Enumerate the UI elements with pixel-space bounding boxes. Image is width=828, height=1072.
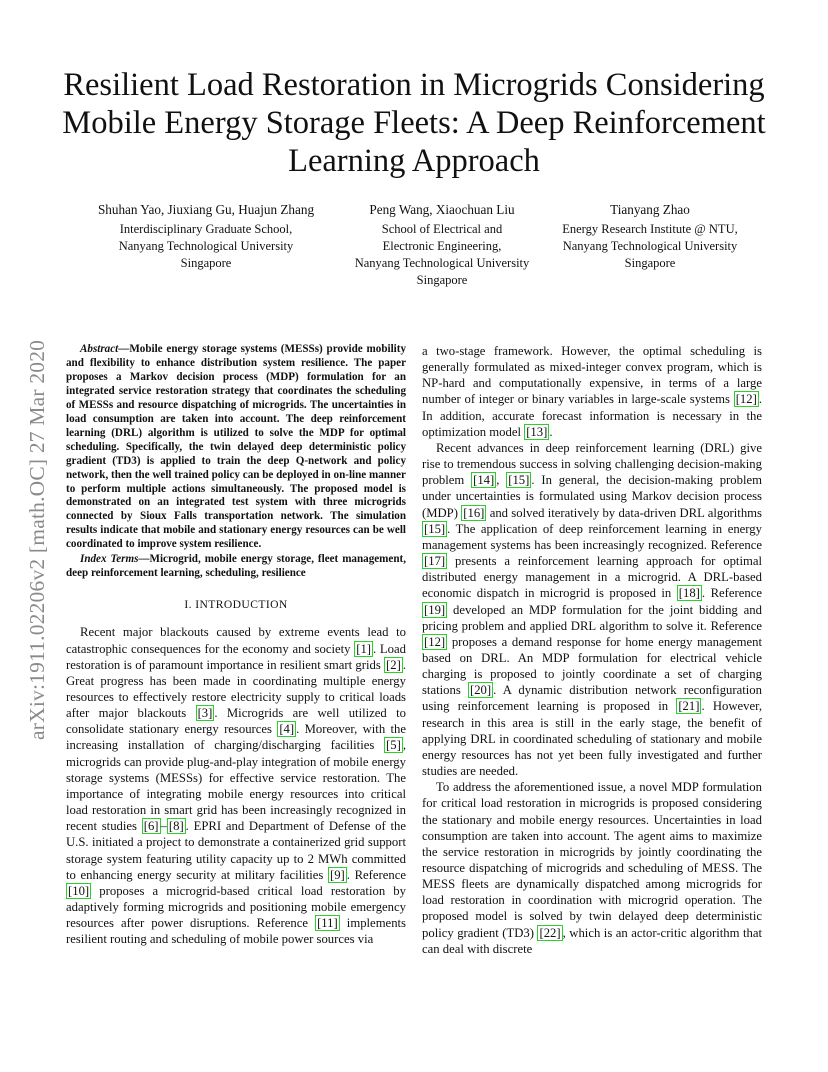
author-block xyxy=(68,201,344,272)
citation-link[interactable]: [12] xyxy=(424,634,446,649)
paragraph-text: . In general, the decision-making problem under uncertainties is formulated using Markov decision process (MDP) xyxy=(422,473,762,520)
citation-link[interactable]: [19] xyxy=(424,602,446,617)
citation-link[interactable]: [2] xyxy=(386,657,401,672)
paragraph-text: proposes a demand response for home energy management based on DRL. An MDP formulation for electrical vehicle charging is proposed to jointly coordinate a set of charging stations xyxy=(422,634,762,698)
affiliation-line: Interdisciplinary Graduate School, xyxy=(119,222,293,236)
author-names: Peng Wang, Xiaochuan Liu xyxy=(369,202,515,217)
citation-link[interactable]: [13] xyxy=(526,424,548,439)
arxiv-identifier: arXiv:1911.02206v2 [math.OC] 27 Mar 2020 xyxy=(25,339,49,740)
paragraph xyxy=(422,440,762,779)
abstract xyxy=(66,343,406,552)
citation-link[interactable]: [6] xyxy=(143,819,159,834)
paragraph-text: . The application of deep reinforcement learning in energy management systems has been increasingly recognized. Reference xyxy=(422,521,762,552)
affiliation-line: Singapore xyxy=(624,256,676,270)
citation-link[interactable]: [5] xyxy=(386,738,401,753)
section-heading: I. INTRODUCTION xyxy=(184,598,288,612)
right-column xyxy=(422,343,762,957)
paragraph-text: – xyxy=(160,819,167,834)
citation-link[interactable]: [8] xyxy=(168,819,184,834)
paragraph-text: . A dynamic distribution network reconfiguration using reinforcement learning is proposed in xyxy=(422,683,762,714)
paragraph-text: . In addition, accurate forecast information is necessary in the optimization model xyxy=(422,392,762,439)
paper-title: Resilient Load Restoration in Microgrids Considering Mobile Energy Storage Fleets: A Deep Reinforcement Learning Approach xyxy=(62,67,766,179)
abstract-label: Abstract xyxy=(80,343,119,355)
paragraph-text: . Load restoration is of paramount importance in resilient smart grids xyxy=(66,641,406,672)
paragraph-text: and solved iteratively by data-driven DRL algorithms xyxy=(486,505,762,520)
paragraph-text: . Microgrids are well utilized to consolidate stationary energy resources xyxy=(66,706,406,737)
paragraph xyxy=(422,779,762,957)
citation-link[interactable]: [15] xyxy=(508,473,530,488)
paragraph-text: . Great progress has been made in coordinating multiple energy resources to effectively restore electricity supply to critical loads after major blackouts xyxy=(66,657,406,721)
citation-link[interactable]: [18] xyxy=(678,586,700,601)
paragraph-text: , microgrids can provide plug-and-play integration of mobile energy storage systems (MESSs) for effective service restoration. The importance of integrating mobile energy resources into critical load restoration in smart grid has been increasingly recognized in recent studies xyxy=(66,738,406,834)
paragraph-text: presents a reinforcement learning approach for optimal distributed energy management in a microgrid. A DRL-based economic dispatch in microgrid is proposed in xyxy=(422,554,762,601)
paragraph xyxy=(422,343,762,440)
paragraph xyxy=(66,624,406,947)
paragraph-text: . Reference xyxy=(346,867,406,882)
citation-link[interactable]: [22] xyxy=(539,925,561,940)
citation-link[interactable]: [17] xyxy=(424,554,446,569)
index-terms-label: Index Terms xyxy=(80,553,139,566)
affiliation-line: Nanyang Technological University xyxy=(562,239,738,253)
citation-link[interactable]: [15] xyxy=(424,521,446,536)
citation-link[interactable]: [11] xyxy=(317,916,338,931)
citation-link[interactable]: [9] xyxy=(329,867,345,882)
paragraph-text: . Moreover, with the increasing installation of charging/discharging facilities xyxy=(66,722,406,753)
author-block xyxy=(340,201,544,289)
affiliation-line: Singapore xyxy=(416,273,468,287)
paragraph-text: , which is an actor-critic algorithm that can deal with discrete xyxy=(422,925,762,956)
paragraph-text: . EPRI and Department of Defense of the U.S. initiated a project to demonstrate a containerized grid support storage system featuring utility capacity up to 2 MWh committed to enhancing energy security at military facilities xyxy=(66,819,406,882)
affiliation-line: Singapore xyxy=(180,256,232,270)
affiliation-line: Nanyang Technological University xyxy=(354,256,530,270)
paragraph-text: . However, research in this area is still in the early stage, the benefit of applying DRL in coordinated scheduling of stationary and mobile energy resources has not yet been fully investigated and further studies are needed. xyxy=(422,699,762,779)
left-column xyxy=(66,343,406,947)
affiliation-line: Energy Research Institute @ NTU, xyxy=(562,222,738,236)
index-terms xyxy=(66,553,406,581)
citation-link[interactable]: [1] xyxy=(356,641,372,656)
author-names: Shuhan Yao, Jiuxiang Gu, Huajun Zhang xyxy=(97,202,315,217)
author-names: Tianyang Zhao xyxy=(610,202,690,217)
paragraph-text: . Reference xyxy=(701,586,762,601)
citation-link[interactable]: [14] xyxy=(473,473,495,488)
citation-link[interactable]: [21] xyxy=(678,699,700,714)
paragraph-text: a two-stage framework. However, the optimal scheduling is generally formulated as mixed-integer convex program, which is NP-hard and computationally expensive, in terms of a large number of integer or binary variables in large-scale systems xyxy=(422,344,762,407)
author-block xyxy=(548,201,752,272)
paragraph-text: developed an MDP formulation for the joint bidding and pricing problem and applied DRL algorithm to solve it. Reference xyxy=(422,602,762,633)
paragraph-text: implements resilient routing and scheduling of mobile power sources via xyxy=(66,916,406,947)
paragraph-text: , xyxy=(496,473,507,488)
affiliation-line: Electronic Engineering, xyxy=(382,239,502,253)
paragraph-text: Recent advances in deep reinforcement learning (DRL) give rise to tremendous success in solving challenging decision-making problem xyxy=(422,440,762,488)
citation-link[interactable]: [12] xyxy=(735,392,757,407)
paragraph-text: . xyxy=(549,424,553,439)
citation-link[interactable]: [3] xyxy=(197,706,213,721)
affiliation-line: School of Electrical and xyxy=(381,222,503,236)
paragraph-text: To address the aforementioned issue, a novel MDP formulation for critical load restoration in microgrids is proposed considering the stationary and mobile energy resources. Uncertainties in load consumption are taken into account. The agent aims to maximize the service restoration in microgrids by jointly coordinating the resource dispatching of microgrids and scheduling of MESS. The MESS fleets are dynamically dispatched among microgrids for load restoration in coordination with microgrid operation. The proposed model is solved by twin delayed deep deterministic policy gradient (TD3) xyxy=(422,780,762,940)
citation-link[interactable]: [20] xyxy=(469,683,492,698)
index-terms-text: —Microgrid, mobile energy storage, fleet management, deep reinforcement learning, scheduling, resilience xyxy=(66,553,406,580)
citation-link[interactable]: [10] xyxy=(68,883,90,898)
paragraph-text: proposes a microgrid-based critical load restoration by adaptively forming microgrids and positioning mobile emergency resources after power disruptions. Reference xyxy=(66,883,406,931)
abstract-text: —Mobile energy storage systems (MESSs) provide mobility and flexibility to enhance distribution system resilience. The paper proposes a Markov decision process (MDP) formulation for an integrated service restoration strategy that coordinates the scheduling of MESSs and resource dispatching of microgrids. The uncertainties in load consumption are taken into account. The deep reinforcement learning (DRL) algorithm is utilized to solve the MDP for optimal scheduling. Specifically, the twin delayed deep deterministic policy gradient (TD3) is applied to train the deep Q-network and policy network, then the well trained policy can be deployed in on-line manner to perform multiple actions simultaneously. The proposed model is demonstrated on an integrated test system with three microgrids connected by Sioux Falls transportation network. The simulation results indicate that mobile and stationary energy resources can be well coordinated to improve system resilience. xyxy=(66,343,406,551)
paragraph-text: Recent major blackouts caused by extreme events lead to catastrophic consequences for the economy and society xyxy=(66,625,406,656)
citation-link[interactable]: [4] xyxy=(279,722,295,737)
citation-link[interactable]: [16] xyxy=(463,505,485,520)
affiliation-line: Nanyang Technological University xyxy=(118,239,294,253)
